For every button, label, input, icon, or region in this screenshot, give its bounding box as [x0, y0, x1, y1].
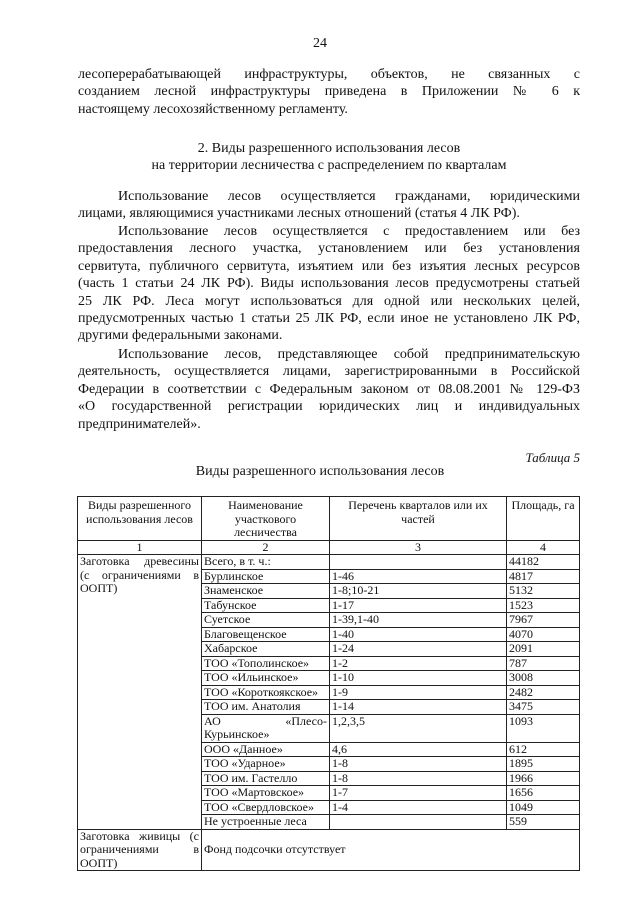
quarters: 1-10 — [330, 671, 507, 686]
area: 612 — [507, 742, 580, 757]
text-line: другими федеральными законами. — [78, 328, 283, 344]
area: 1966 — [507, 771, 580, 786]
paragraph-1 — [78, 188, 580, 223]
text-line: предусмотренных частью 1 статьи 25 ЛК РФ, если иное не установлено ЛК РФ, — [78, 311, 580, 327]
quarters: 1-14 — [330, 700, 507, 715]
quarters: 4,6 — [330, 742, 507, 757]
paragraph-2 — [78, 223, 580, 345]
area: 1093 — [507, 714, 580, 742]
area: 4070 — [507, 627, 580, 642]
forestry-name: ТОО «Тополинское» — [202, 656, 330, 671]
forestry-name: Табунское — [202, 598, 330, 613]
forestry-name: ТОО «Ударное» — [202, 757, 330, 772]
use-type-line: ООПТ) — [80, 855, 118, 870]
area: 3008 — [507, 671, 580, 686]
forestry-name: ТОО «Мартовское» — [202, 786, 330, 801]
forestry-name: ТОО им. Гастелло — [202, 771, 330, 786]
resin-note: Фонд подсочки отсутствует — [202, 829, 580, 871]
forestry-name-part: Курьинское» — [204, 727, 270, 741]
quarters: 1-24 — [330, 642, 507, 657]
page-number: 24 — [313, 36, 327, 51]
table-caption: Таблица 5 — [525, 450, 580, 465]
text-line: созданием лесной инфраструктуры приведена в Приложении № 6 к — [78, 84, 580, 100]
table-header-row — [78, 497, 580, 541]
section-title-line2: на территории лесничества с распределением по кварталам — [151, 158, 507, 174]
text-line: Использование лесов, представляющее собой предпринимательскую — [118, 347, 580, 362]
area: 2482 — [507, 685, 580, 700]
area: 1523 — [507, 598, 580, 613]
text-line: 25 ЛК РФ. Леса могут использоваться для одной или нескольких целей, — [78, 293, 580, 309]
section-title-line1: 2. Виды разрешенного использования лесов — [197, 141, 461, 156]
text-line: предоставления лесного участка, установлением или без установления — [78, 241, 580, 257]
forestry-name: ТОО «Свердловское» — [202, 800, 330, 815]
text-line: лесоперерабатывающей инфраструктуры, объектов, не связанных с — [78, 67, 580, 82]
forestry-name: ТОО «Ильинское» — [202, 671, 330, 686]
forestry-name: Не устроенные леса — [202, 815, 330, 830]
text-line: деятельность, осуществляется лицами, зарегистрированными в Российской — [78, 364, 580, 380]
paragraph-3 — [78, 346, 580, 433]
area: 2091 — [507, 642, 580, 657]
quarters: 1-17 — [330, 598, 507, 613]
column-number-row — [78, 540, 580, 555]
forestry-name: ТОО им. Анатолия — [202, 700, 330, 715]
section-heading — [78, 140, 580, 175]
text-line: настоящему лесохозяйственному регламенту. — [78, 101, 348, 117]
use-type-line: ООПТ) — [80, 581, 118, 595]
table-title: Виды разрешенного использования лесов — [195, 464, 445, 479]
use-type-line: (с ограничениями в — [80, 567, 199, 582]
quarters: 1-4 — [330, 800, 507, 815]
use-type-line: Заготовка древесины — [80, 554, 199, 568]
forestry-name: ТОО «Короткоякское» — [202, 685, 330, 700]
quarters: 1-40 — [330, 627, 507, 642]
header-cell: Перечень кварталов или их частей — [330, 497, 507, 541]
quarters: 1-8 — [330, 757, 507, 772]
area: 1656 — [507, 786, 580, 801]
quarters: 1-39,1-40 — [330, 613, 507, 628]
table-row — [78, 555, 580, 570]
column-number: 2 — [202, 540, 330, 555]
quarters — [330, 555, 507, 570]
area: 3475 — [507, 700, 580, 715]
area: 4817 — [507, 569, 580, 584]
column-number: 1 — [78, 540, 202, 555]
text-line: Использование лесов осуществляется с предоставлением или без — [118, 224, 580, 239]
area: 44182 — [507, 555, 580, 570]
text-line: сервитута, публичного сервитута, изъятием или без изъятия лесных ресурсов — [78, 258, 580, 274]
forestry-name: Хабарское — [202, 642, 330, 657]
forestry-name: Суетское — [202, 613, 330, 628]
forestry-name-part: АО — [204, 713, 221, 728]
quarters: 1,2,3,5 — [330, 714, 507, 742]
column-number: 4 — [507, 540, 580, 555]
column-number: 3 — [330, 540, 507, 555]
use-type-line: Заготовка живицы (с — [80, 828, 199, 843]
forestry-name: Знаменское — [202, 584, 330, 599]
area: 787 — [507, 656, 580, 671]
forestry-name: ООО «Данное» — [202, 742, 330, 757]
area: 1895 — [507, 757, 580, 772]
header-cell: Наименование участкового лесничества — [202, 497, 330, 541]
forestry-name: Бурлинское — [202, 569, 330, 584]
forestry-name-part: «Плесо- — [285, 713, 327, 728]
quarters: 1-8;10-21 — [330, 584, 507, 599]
text-line: Федерации в соответствии с Федеральным законом от 08.08.2001 № 129-ФЗ — [78, 381, 580, 397]
forestry-name: Всего, в т. ч.: — [202, 555, 330, 570]
text-line: «О государственной регистрации юридических лиц и индивидуальных — [78, 399, 580, 415]
table-row — [78, 829, 580, 871]
quarters: 1-8 — [330, 771, 507, 786]
quarters: 1-2 — [330, 656, 507, 671]
area: 559 — [507, 815, 580, 830]
use-type-cell — [78, 829, 202, 871]
quarters: 1-7 — [330, 786, 507, 801]
quarters: 1-9 — [330, 685, 507, 700]
area: 5132 — [507, 584, 580, 599]
header-cell: Площадь, га — [507, 497, 580, 541]
use-type-line: ограничениями в — [80, 842, 199, 856]
intro-paragraph — [78, 66, 580, 118]
text-line: предпринимателей». — [78, 416, 201, 432]
text-line: лицами, являющимися участниками лесных отношений (статья 4 ЛК РФ). — [78, 206, 520, 222]
forestry-name — [202, 714, 330, 742]
land-use-table — [77, 496, 580, 871]
quarters: 1-46 — [330, 569, 507, 584]
quarters — [330, 815, 507, 830]
use-type-cell — [78, 555, 202, 830]
forestry-name: Благовещенское — [202, 627, 330, 642]
area: 7967 — [507, 613, 580, 628]
area: 1049 — [507, 800, 580, 815]
text-line: Использование лесов осуществляется гражданами, юридическими — [118, 189, 580, 204]
header-cell: Виды разрешенного использования лесов — [78, 497, 202, 541]
text-line: (часть 1 статьи 24 ЛК РФ). Виды использования лесов предусмотрены статьей — [78, 276, 580, 292]
